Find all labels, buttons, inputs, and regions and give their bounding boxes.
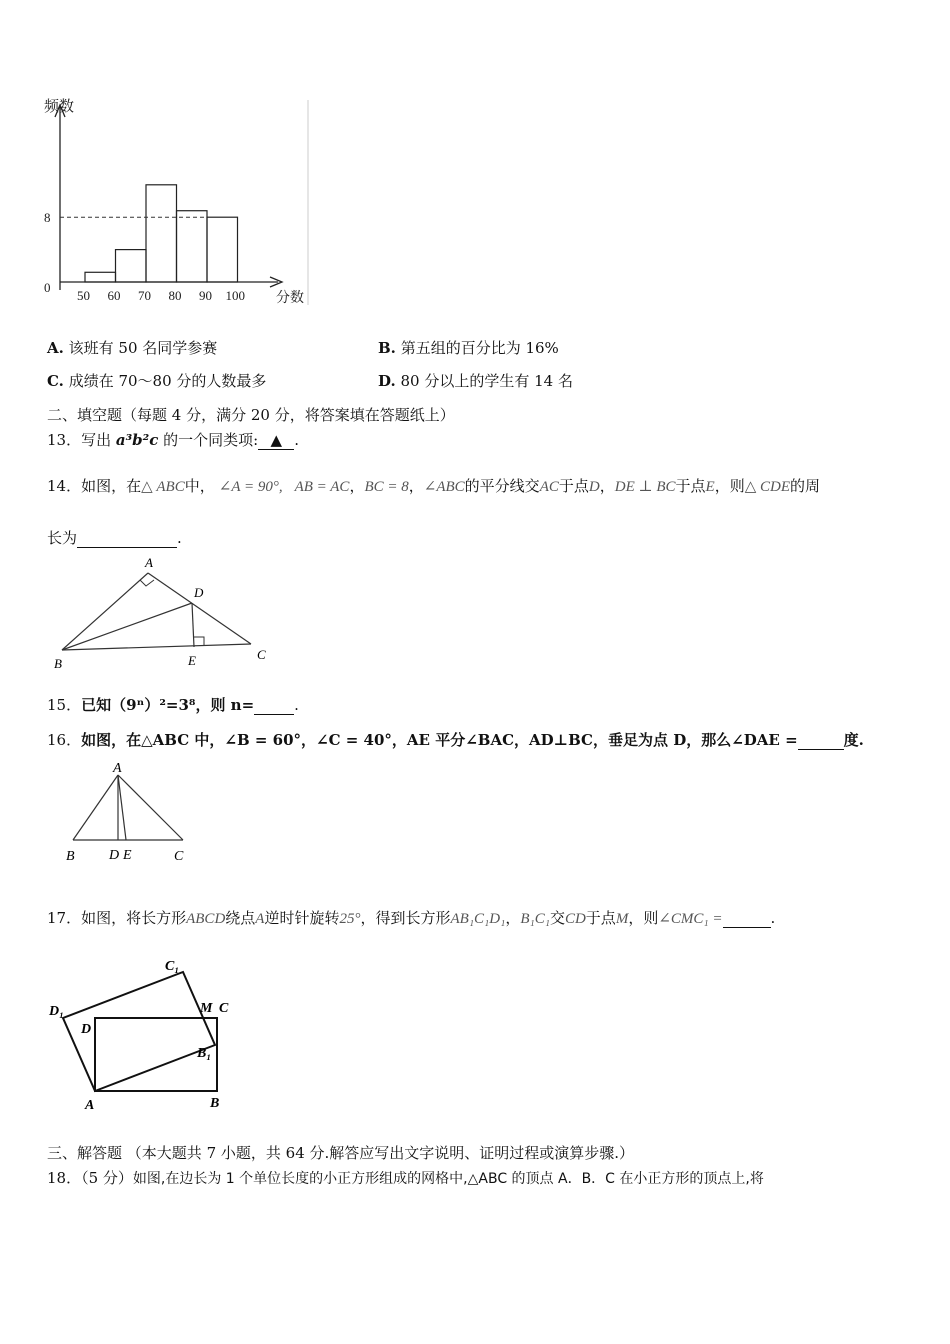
q16-end: 度. xyxy=(843,731,864,749)
option-c-text: 成绩在 70～80 分的人数最多 xyxy=(68,372,267,390)
q17-p6: 交 xyxy=(549,909,565,927)
q13-answer-blank[interactable] xyxy=(258,431,294,450)
q17-m7: M xyxy=(615,911,629,927)
option-c-letter: C. xyxy=(47,372,64,390)
q14-label-d: D xyxy=(194,585,204,600)
q17-p4: ，得到长方形 xyxy=(360,909,451,927)
q17-label-b: B xyxy=(210,1096,220,1111)
q14-m8: DE ⊥ BC xyxy=(614,479,676,495)
q17-p3: 逆时针旋转 xyxy=(264,909,340,927)
q17-label-b1: B₁ xyxy=(197,1046,212,1061)
y-tick-label-8: 8 xyxy=(44,210,51,226)
q15-text: 已知（9ⁿ）²=3⁸，则 n= xyxy=(81,696,255,714)
q15-answer-blank[interactable] xyxy=(254,696,294,715)
x-tick-label-50: 50 xyxy=(77,288,90,303)
q14-p9: ，则 xyxy=(714,477,745,495)
option-b-text: 第五组的百分比为 16% xyxy=(400,339,559,357)
x-tick-label-70: 70 xyxy=(138,288,151,303)
q16-number: 16． xyxy=(47,731,82,749)
option-d-text: 80 分以上的学生有 14 名 xyxy=(400,372,573,390)
q15-end: . xyxy=(294,696,299,714)
histogram-bar-60-70 xyxy=(116,250,147,282)
q14-p1: 如图，在 xyxy=(81,477,142,495)
q17-label-a: A xyxy=(85,1098,95,1113)
option-d-letter: D. xyxy=(378,372,396,390)
q14-perpendicular-de xyxy=(192,603,194,647)
section-2-title: 二、填空题（每题 4 分，满分 20 分，将答案填在答题纸上） xyxy=(47,406,455,424)
question-15 xyxy=(47,694,299,715)
q18-score: （5 分） xyxy=(81,1169,133,1187)
q17-end: . xyxy=(770,909,776,927)
histogram-bar-90-100 xyxy=(207,217,238,282)
option-b xyxy=(378,337,559,358)
q14-label-e: E xyxy=(188,653,196,668)
q14-label-b: B xyxy=(54,656,62,671)
x-tick-label-90: 90 xyxy=(199,288,212,303)
q17-p7: 于点 xyxy=(585,909,616,927)
q14-p4: ， xyxy=(408,477,424,495)
q17-p5: ， xyxy=(505,909,521,927)
q14-side-ab xyxy=(62,573,148,650)
q16-text: 如图，在△ABC 中，∠B = 60°，∠C = 40°，AE 平分∠BAC，AD⊥BC，垂足为点 D，那么∠DAE = xyxy=(81,731,798,749)
section-3-heading xyxy=(47,1142,634,1163)
q14-m7: D xyxy=(588,479,600,495)
x-axis-label: 分数 xyxy=(276,290,304,306)
q14-p5: 的平分线交 xyxy=(464,477,540,495)
q17-p2: 绕点 xyxy=(225,909,256,927)
q17-label-d1: D₁ xyxy=(49,1004,64,1019)
q14-right-angle-e xyxy=(194,637,204,646)
q14-m6: AC xyxy=(539,479,559,495)
q17-number: 17． xyxy=(47,909,82,927)
q13-mark: ▲ xyxy=(270,431,282,449)
q14-bisector-bd xyxy=(62,603,192,650)
q17-m6: CD xyxy=(564,911,586,927)
q16-label-b: B xyxy=(66,849,75,864)
q16-label-a: A xyxy=(113,761,122,776)
q14-number: 14． xyxy=(47,477,82,495)
question-16 xyxy=(47,729,864,750)
q14-m5: ∠ABC xyxy=(423,479,465,495)
q17-p8: ，则 xyxy=(628,909,659,927)
q17-m8: ∠CMC₁ = xyxy=(658,911,723,927)
x-tick-label-100: 100 xyxy=(225,288,245,303)
q18-text: 如图,在边长为 1 个单位长度的小正方形组成的网格中,△ABC 的顶点 A．B．C 在小正方形的顶点上,将 xyxy=(132,1171,764,1187)
question-14-line2 xyxy=(47,527,182,548)
q14-p6: 于点 xyxy=(558,477,589,495)
question-14 xyxy=(47,475,820,496)
x-tick-label-80: 80 xyxy=(168,288,182,303)
histogram-bar-70-80 xyxy=(146,185,177,282)
option-d xyxy=(378,370,573,391)
q14-p10: 的周 xyxy=(790,477,821,495)
q16-side-ab xyxy=(73,775,118,840)
q16-label-e: E xyxy=(123,848,132,863)
q14-m2: ∠A = 90°, xyxy=(218,479,283,495)
q17-figure xyxy=(45,955,245,1115)
q14-figure xyxy=(50,555,280,675)
y-tick-label-0: 0 xyxy=(44,280,51,295)
q17-p1: 如图，将长方形 xyxy=(81,909,187,927)
q16-label-c: C xyxy=(174,849,184,864)
q14-m10: △ CDE xyxy=(744,479,791,495)
option-a-text: 该班有 50 名同学参赛 xyxy=(68,339,218,357)
q14-m4: BC = 8 xyxy=(364,479,409,495)
q14-side-ac xyxy=(148,573,251,644)
q14-label-a: A xyxy=(145,555,153,570)
q13-number: 13． xyxy=(47,431,82,449)
question-18 xyxy=(47,1167,764,1188)
q16-bisector-ae xyxy=(118,775,126,840)
histogram-chart xyxy=(40,95,320,310)
q14-answer-blank[interactable] xyxy=(77,529,177,548)
q16-answer-blank[interactable] xyxy=(798,731,844,750)
y-axis-label: 频数 xyxy=(44,97,75,115)
histogram-bar-80-90 xyxy=(177,211,208,282)
q14-label-c: C xyxy=(257,647,266,662)
q14-m1: △ ABC xyxy=(141,479,185,495)
q17-m2: A xyxy=(255,911,265,927)
q17-label-m: M xyxy=(200,1001,213,1016)
q17-m3: 25° xyxy=(339,911,361,927)
q18-number: 18． xyxy=(47,1169,82,1187)
q14-right-angle-a xyxy=(140,580,154,586)
q13-text2: 的一个同类项: xyxy=(163,431,259,449)
q17-answer-blank[interactable] xyxy=(723,909,771,928)
q17-label-d: D xyxy=(81,1022,92,1037)
q14-m9: E xyxy=(705,479,715,495)
question-17 xyxy=(47,907,775,928)
q17-label-c1: C₁ xyxy=(165,959,180,974)
q17-m5: B₁C₁ xyxy=(520,911,550,927)
q13-text1: 写出 xyxy=(81,431,112,449)
q14-side-bc xyxy=(62,644,251,650)
question-13 xyxy=(47,429,299,450)
histogram-bar-50-60 xyxy=(85,272,116,282)
q16-label-d: D xyxy=(109,848,120,863)
q14-p2: 中， xyxy=(184,477,215,495)
option-a xyxy=(47,337,217,358)
q13-math: a³b²c xyxy=(115,431,159,449)
q14-p3: ， xyxy=(349,477,365,495)
q17-label-c: C xyxy=(219,1001,229,1016)
q15-number: 15． xyxy=(47,696,82,714)
q14-m3: AB = AC xyxy=(294,479,350,495)
section-3-desc: （本大题共 7 小题，共 64 分.解答应写出文字说明、证明过程或演算步骤.） xyxy=(126,1144,635,1162)
q17-m1: ABCD xyxy=(186,911,226,927)
q16-figure xyxy=(60,758,200,866)
q14-p7: ， xyxy=(599,477,615,495)
q14-line2: 长为 xyxy=(47,529,78,547)
section-3-title: 三、解答题 xyxy=(47,1144,123,1162)
q17-m4: AB₁C₁D₁ xyxy=(450,911,506,927)
q13-end: . xyxy=(294,431,299,449)
q14-p8: 于点 xyxy=(675,477,706,495)
option-a-letter: A. xyxy=(47,339,64,357)
x-tick-label-60: 60 xyxy=(107,288,121,303)
option-b-letter: B. xyxy=(378,339,396,357)
q16-side-ac xyxy=(118,775,183,840)
q14-end: . xyxy=(177,529,182,547)
option-c xyxy=(47,370,266,391)
